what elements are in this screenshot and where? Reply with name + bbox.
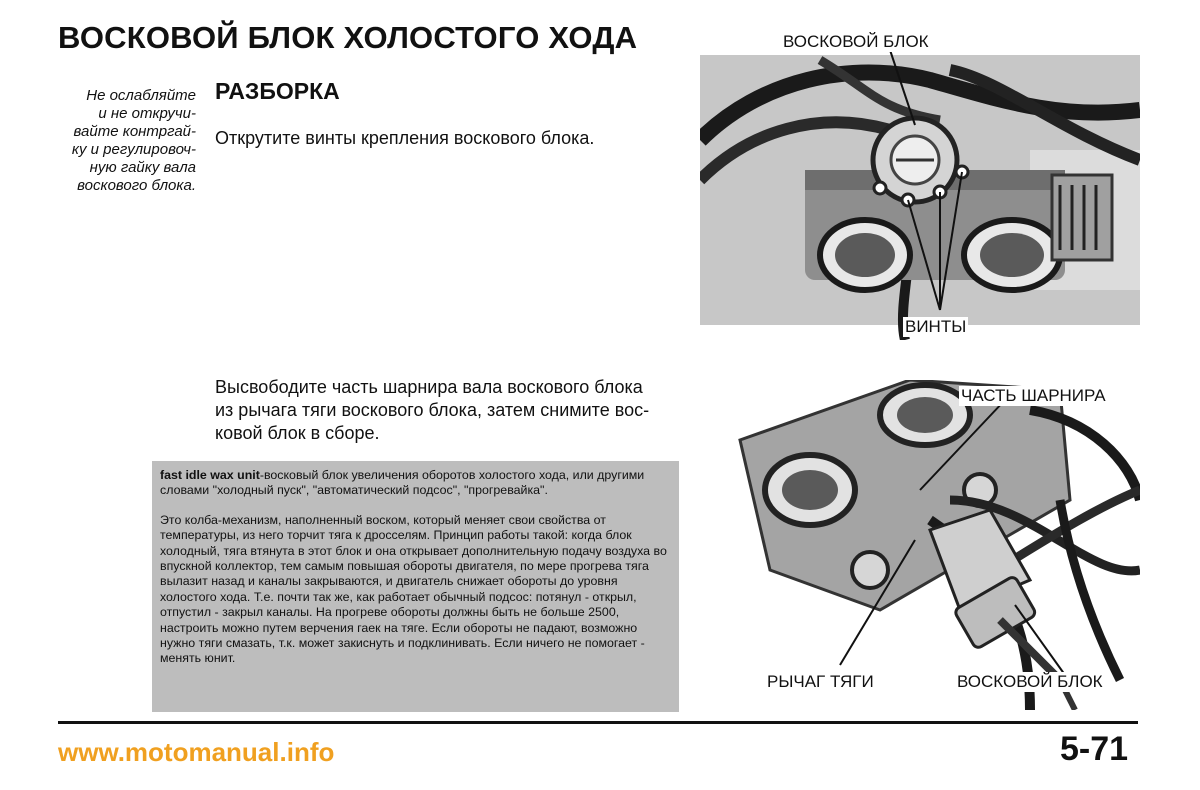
side-note-line: и не откручи- bbox=[98, 105, 196, 122]
glossary-box bbox=[152, 461, 679, 712]
figure-1-photo bbox=[700, 40, 1140, 340]
step-2-text bbox=[215, 376, 649, 445]
page-title: ВОСКОВОЙ БЛОК ХОЛОСТОГО ХОДА bbox=[58, 20, 638, 55]
step-2-line: Высвободите часть шарнира вала воскового блока bbox=[215, 377, 643, 397]
step-1-text: Открутите винты крепления воскового блока. bbox=[215, 128, 595, 148]
side-note-line: вайте контргай- bbox=[73, 123, 196, 140]
callout-joint: ЧАСТЬ ШАРНИРА bbox=[961, 386, 1106, 405]
callout-wax-unit-1: ВОСКОВОЙ БЛОК bbox=[783, 32, 929, 51]
side-note-line: ную гайку вала bbox=[89, 159, 196, 176]
callout-wax-unit-2: ВОСКОВОЙ БЛОК bbox=[957, 672, 1103, 691]
footer-url[interactable]: www.motomanual.info bbox=[58, 737, 335, 767]
callout-lever: РЫЧАГ ТЯГИ bbox=[767, 672, 874, 691]
callout-screws: ВИНТЫ bbox=[905, 317, 967, 336]
glossary-definition bbox=[160, 468, 671, 499]
glossary-body: Это колба-механизм, наполненный воском, который меняет свои свойства от температуры, из него торчит тяга к дросселям. Принцип работы такой: когда блок холодный, тяга втянута в этот блок и она открывает дополнительную подачу воздуха во впускной коллектор, тем самым повышая обороты двигателя, по мере прогрева тяга вылазит назад и каналы закрываются, и двигатель снижает обороты до уровня холостого хода. Т.е. почти так же, как работает обычный подсос: потянул - открыл, отпустил - закрыл каналы. На прогреве обороты должны быть не больше 2500, настроить можно путем верчения гаек на тяге. Если обороты не падают, возможно нужно тяги смазать, т.к. может закиснуть и подклинивать. Если ничего не помогает - менять юнит. bbox=[160, 512, 667, 666]
side-note-line: Не ослабляйте bbox=[86, 87, 196, 104]
step-2-line: ковой блок в сборе. bbox=[215, 423, 380, 443]
glossary-term: fast idle wax unit bbox=[160, 468, 260, 482]
page-number: 5-71 bbox=[1060, 730, 1129, 768]
step-2-line: из рычага тяги воскового блока, затем снимите вос- bbox=[215, 400, 650, 420]
figure-2-photo bbox=[730, 380, 1140, 710]
footer-rule bbox=[58, 721, 1138, 724]
glossary-definition-text: -восковый блок увеличения оборотов холостого хода, или другими словами "холодный пуск", "автоматический подсос", "прогревайка". bbox=[160, 468, 645, 498]
side-note bbox=[40, 87, 196, 195]
side-note-line: ку и регулировоч- bbox=[71, 141, 196, 158]
side-note-line: воскового блока. bbox=[77, 177, 196, 194]
section-title: РАЗБОРКА bbox=[215, 78, 340, 104]
